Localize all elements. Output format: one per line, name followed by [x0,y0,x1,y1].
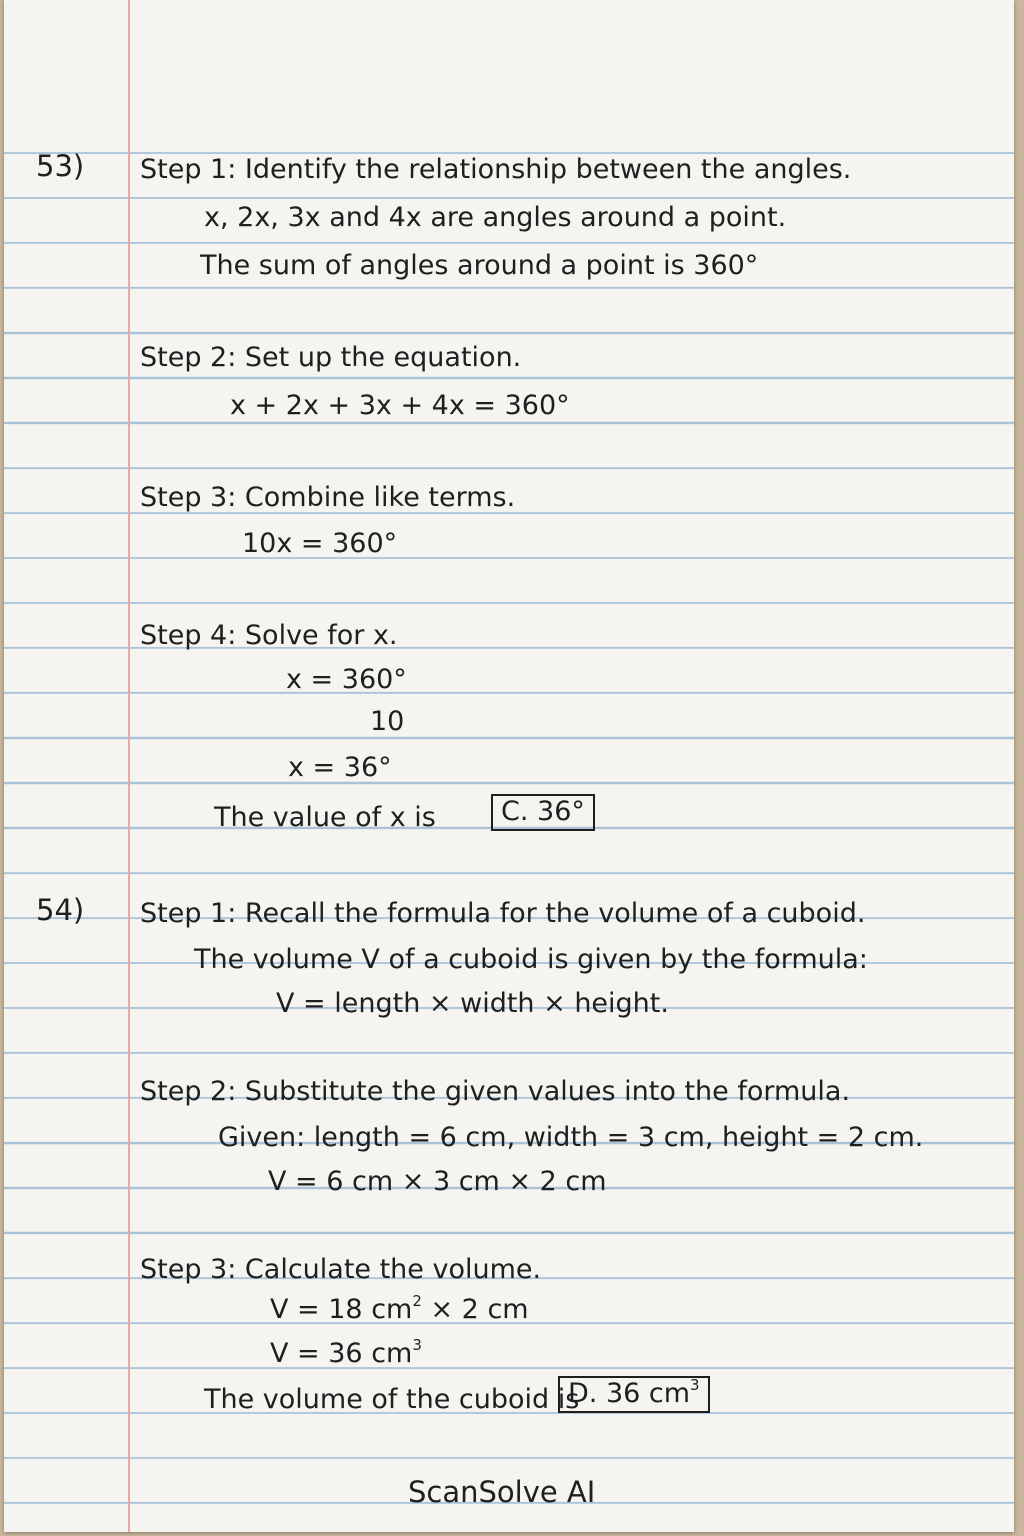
p53-step1-line2: The sum of angles around a point is 360° [200,250,759,281]
p54-step3-line1-sup: 2 [412,1292,422,1310]
p54-step3-heading: Step 3: Calculate the volume. [140,1254,542,1285]
p53-step4-line3: x = 36° [288,752,392,783]
p53-step4-heading: Step 4: Solve for x. [140,620,398,651]
p54-step2-line2: V = 6 cm × 3 cm × 2 cm [268,1166,607,1197]
problem-number-53: 53) [36,149,85,183]
p54-step3-line1-prefix: V = 18 cm [270,1294,413,1325]
p53-answer-text: The value of x is [214,802,436,833]
p53-step4-line1: x = 360° [286,664,407,695]
p54-answer-box [558,1376,710,1413]
p54-step3-line1 [270,1292,529,1325]
p53-step3-heading: Step 3: Combine like terms. [140,482,516,513]
p54-step1-heading: Step 1: Recall the formula for the volume of a cuboid. [140,898,866,929]
p54-step3-line2-prefix: V = 36 cm [270,1338,413,1369]
p53-step2-line1: x + 2x + 3x + 4x = 360° [230,390,570,421]
p54-step3-line2 [270,1336,422,1369]
p54-answer-text: The volume of the cuboid is [204,1384,580,1415]
p54-answer-box-sup: 3 [690,1376,700,1394]
problem-number-54: 54) [36,893,85,927]
p53-step4-denominator: 10 [370,706,405,737]
p53-step2-heading: Step 2: Set up the equation. [140,342,522,373]
p53-step3-line1: 10x = 360° [242,528,398,559]
p54-step2-line1: Given: length = 6 cm, width = 3 cm, height = 2 cm. [218,1122,924,1153]
page-header-space [4,0,1014,140]
notebook-page [4,0,1014,1532]
p54-step1-line2: V = length × width × height. [276,988,669,1019]
p54-step3-line1-suffix: × 2 cm [421,1294,529,1325]
p53-step1-heading: Step 1: Identify the relationship between the angles. [140,154,852,185]
p54-answer-box-prefix: D. 36 cm [568,1378,691,1409]
p54-step3-line2-sup: 3 [412,1336,422,1354]
p53-answer-box: C. 36° [491,794,595,831]
p54-step1-line1: The volume V of a cuboid is given by the formula: [194,944,868,975]
footer-brand: ScanSolve AI [408,1475,596,1509]
margin-line [128,0,130,1532]
p53-step1-line1: x, 2x, 3x and 4x are angles around a point. [204,202,787,233]
p54-step2-heading: Step 2: Substitute the given values into the formula. [140,1076,851,1107]
